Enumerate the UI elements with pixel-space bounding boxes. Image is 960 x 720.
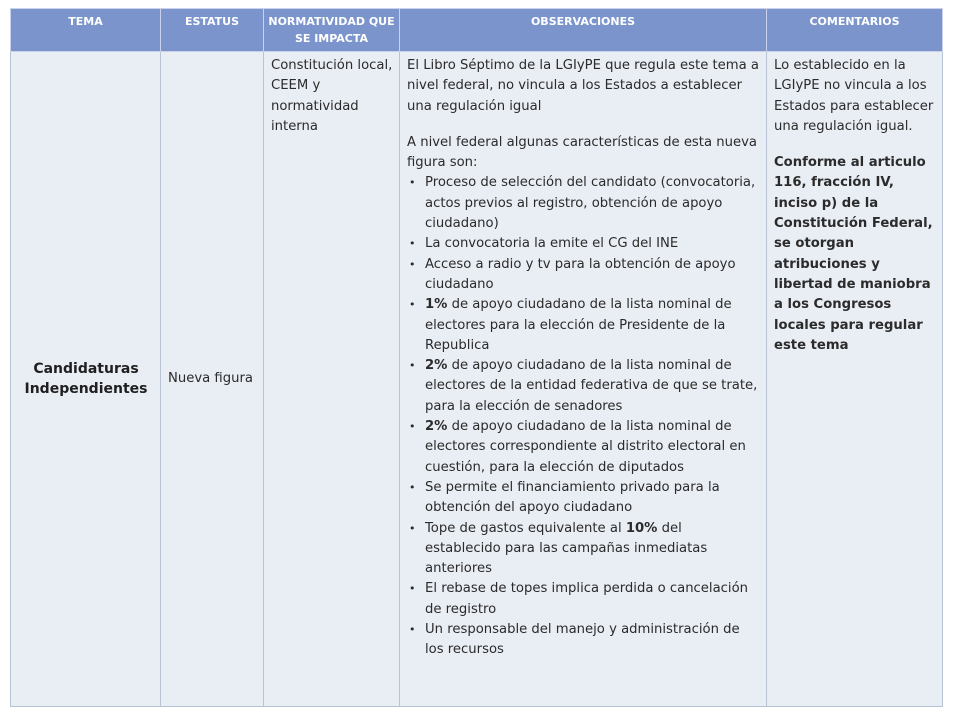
bullet-icon: • <box>409 359 416 373</box>
paragraph-gap <box>774 137 936 153</box>
bullet-text-pre: Tope de gastos equivalente al <box>425 520 626 536</box>
cell-observaciones <box>400 52 767 707</box>
bullet-icon: • <box>409 623 416 637</box>
bullet-text-post: Un responsable del manejo y administración de los recursos <box>425 622 740 658</box>
list-item <box>407 173 760 234</box>
list-item <box>407 478 760 519</box>
list-item <box>407 579 760 620</box>
cell-comentarios <box>767 52 943 707</box>
header-comentarios: COMENTARIOS <box>767 9 943 52</box>
cell-tema: Candidaturas Independientes <box>11 52 161 707</box>
bullet-text-post: de apoyo ciudadano de la lista nominal de electores para la elección de Presidente de la Republica <box>425 297 732 353</box>
bullet-icon: • <box>409 176 416 190</box>
list-item <box>407 295 760 356</box>
bullet-text-post: Proceso de selección del candidato (convocatoria, actos previos al registro, obtención de apoyo ciudadano) <box>425 175 756 232</box>
list-item <box>407 234 760 254</box>
observaciones-lead: A nivel federal algunas características de esta nueva figura son: <box>407 134 757 171</box>
bullet-icon: • <box>409 420 416 434</box>
bullet-text-post: El rebase de topes implica perdida o cancelación de registro <box>425 581 749 617</box>
bullet-text-post: Acceso a radio y tv para la obtención de apoyo ciudadano <box>425 256 736 292</box>
table-row <box>11 52 943 707</box>
list-item <box>407 620 760 661</box>
list-item <box>407 417 760 478</box>
bullet-text-post: del establecido para las campañas inmediatas anteriores <box>425 520 708 577</box>
bullet-text-bold: 10% <box>625 520 658 536</box>
bullet-text-post: de apoyo ciudadano de la lista nominal de electores correspondiente al distrito electoral en cuestión, para la elección de diputados <box>425 419 746 475</box>
list-item <box>407 356 760 417</box>
comentarios-paragraph-2: Conforme al articulo 116, fracción IV, inciso p) de la Constitución Federal, se otorgan atribuciones y libertad de maniobra a los Congresos locales para regular este tema <box>774 155 933 353</box>
bullet-text-post: Se permite el financiamiento privado para la obtención del apoyo ciudadano <box>425 479 720 516</box>
bullet-icon: • <box>409 521 416 535</box>
bullet-icon: • <box>409 257 416 271</box>
bullet-text-bold: 1% <box>425 297 448 313</box>
bullet-text-bold: 2% <box>425 358 448 374</box>
comentarios-paragraph-1: Lo establecido en la LGIyPE no vincula a los Estados para establecer una regulación igual. <box>774 58 934 134</box>
list-item <box>407 255 760 296</box>
bullet-icon: • <box>409 582 416 596</box>
header-observaciones: OBSERVACIONES <box>400 9 767 52</box>
list-item <box>407 519 760 580</box>
header-tema: TEMA <box>11 9 161 52</box>
observaciones-bullet-list <box>407 173 760 660</box>
paragraph-gap <box>407 117 760 133</box>
header-estatus: ESTATUS <box>161 9 264 52</box>
cell-normatividad: Constitución local, CEEM y normatividad interna <box>264 52 400 707</box>
bullet-icon: • <box>409 237 416 251</box>
reform-table-container <box>10 8 943 707</box>
header-normatividad: NORMATIVIDAD QUE SE IMPACTA <box>264 9 400 52</box>
bullet-icon: • <box>409 298 416 312</box>
bullet-text-post: de apoyo ciudadano de la lista nominal de electores de la entidad federativa de que se trate, para la elección de senadores <box>425 358 758 414</box>
cell-estatus: Nueva figura <box>161 52 264 707</box>
bullet-icon: • <box>409 480 416 494</box>
header-row <box>11 9 943 52</box>
bullet-text-bold: 2% <box>425 419 448 435</box>
bullet-text-post: La convocatoria la emite el CG del INE <box>425 236 679 252</box>
observaciones-intro: El Libro Séptimo de la LGIyPE que regula este tema a nivel federal, no vincula a los Estados a establecer una regulación igual <box>407 58 759 114</box>
reform-table <box>10 8 943 707</box>
